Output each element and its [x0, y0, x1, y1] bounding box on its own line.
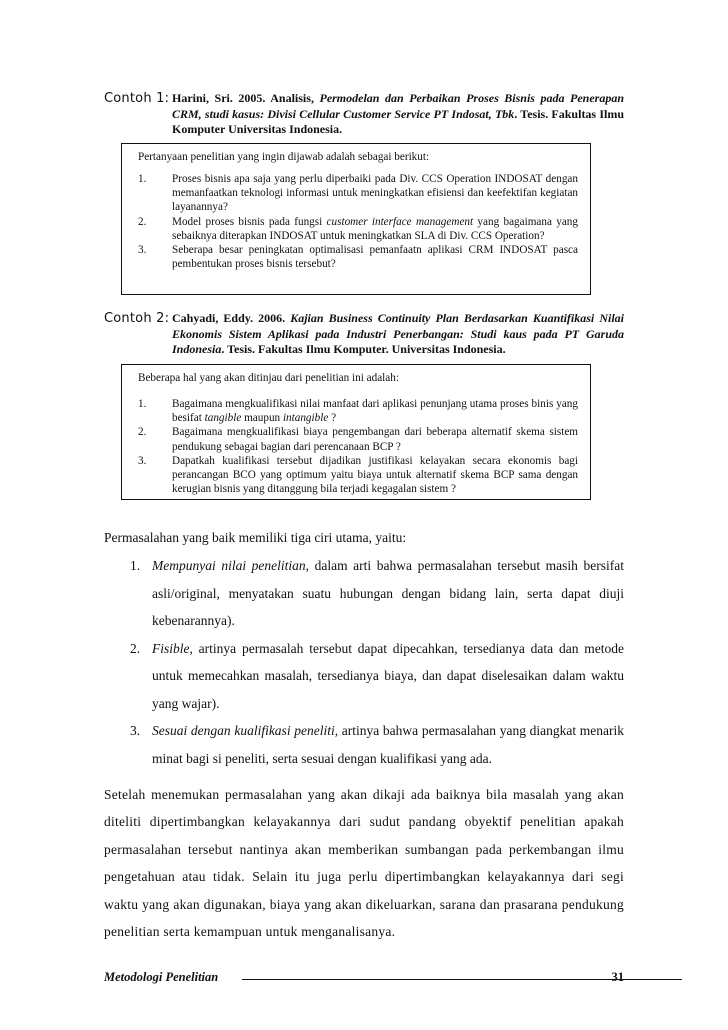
list-item-text: Bagaimana mengkualifikasi biaya pengembangan dari beberapa alternatif skema sistem pendukung sebagai bagian dari perencanaan BCP ?: [172, 426, 578, 453]
list-item-number: 3.: [130, 723, 141, 738]
list-item-term: Mempunyai nilai penelitian: [152, 558, 306, 573]
list-item-emphasis: intangible: [282, 412, 329, 425]
list-item: [104, 635, 624, 718]
list-item-emphasis: tangible: [204, 412, 242, 425]
example-1-title: Permodelan dan Perbaikan Proses Bisnis pada Penerapan CRM, studi kasus: Divisi Cellular Customer Service PT Indosat, Tbk: [172, 91, 625, 121]
list-item-text: yang bagaimana yang sebaiknya diterapkan INDOSAT untuk meningkatkan SLA di Div. CCS Operation?: [172, 215, 578, 242]
example-1-label: Contoh 1:: [104, 91, 170, 106]
list-item-text: maupun: [241, 412, 283, 425]
list-item: [104, 717, 624, 772]
example-1-box: [121, 143, 591, 295]
list-item-text: ?: [328, 412, 337, 425]
footer-title: Metodologi Penelitian: [104, 970, 219, 984]
example-2-box-intro: Beberapa hal yang akan ditinjau dari penelitian ini adalah:: [138, 372, 399, 384]
example-2-title: Kajian Business Continuity Plan Berdasarkan Kuantifikasi Nilai Ekonomis Sistem Aplikasi pada Industri Penerbangan: Studi kaus pada PT Garuda Indonesia: [172, 311, 624, 356]
characteristics-intro: Permasalahan yang baik memiliki tiga ciri utama, yaitu:: [104, 530, 407, 545]
list-item-text: Model proses bisnis pada fungsi: [172, 215, 327, 228]
list-item: [138, 172, 578, 215]
example-2-reference: [172, 311, 624, 358]
list-item-number: 3.: [138, 244, 147, 257]
list-item-number: 3.: [138, 454, 147, 467]
list-item: [138, 425, 578, 453]
list-item-text: , artinya permasalah tersebut dapat dipecahkan, tersedianya data dan metode untuk memecahkan masalah, tersedianya biaya, dan dapat diselesaikan dalam waktu yang wajar).: [152, 640, 624, 711]
characteristics-list: [104, 552, 624, 772]
example-2-box: [121, 364, 591, 500]
list-item-text: Proses bisnis apa saja yang perlu diperbaiki pada Div. CCS Operation INDOSAT dengan memanfaatkan teknologi informasi untuk meningkatkan efisiensi dan keefektifan kegiatan layanannya?: [172, 173, 578, 214]
example-2-label: Contoh 2:: [104, 311, 170, 326]
example-2-author: Cahyadi, Eddy. 2006.: [172, 311, 286, 325]
example-2-question-list: [138, 397, 578, 496]
example-1-publisher: . Tesis. Fakultas Ilmu Komputer Universitas Indonesia.: [172, 106, 624, 136]
list-item-number: 2.: [138, 215, 147, 228]
list-item-number: 1.: [138, 173, 147, 185]
list-item-number: 2.: [130, 640, 141, 656]
list-item-text: Dapatkah kualifikasi tersebut dijadikan justifikasi kelayakan secara ekonomis bagi perancangan BCO yang optimum yaitu biaya untuk alternatif skema BCP sama dengan kerugian bisnis yang ditanggung bila terjadi kegagalan sistem ?: [172, 454, 578, 496]
list-item-text: , dalam arti bahwa permasalahan tersebut masih bersifat asli/original, menyatakan suatu hubungan dengan bidang lain, serta dapat diuji kebenarannya).: [152, 558, 624, 628]
list-item: [104, 552, 624, 635]
list-item-term: Sesuai dengan kualifikasi peneliti: [152, 723, 335, 738]
example-1-box-intro: Pertanyaan penelitian yang ingin dijawab adalah sebagai berikut:: [138, 151, 430, 163]
example-1-question-list: [138, 172, 578, 271]
list-item: [138, 397, 578, 425]
example-1-author: Harini, Sri. 2005. Analisis,: [172, 91, 314, 105]
list-item: [138, 215, 578, 243]
list-item-number: 1.: [130, 558, 141, 573]
closing-paragraph: Setelah menemukan permasalahan yang akan dikaji ada baiknya bila masalah yang akan diteliti dipertimbangkan kelayakannya dari sudut pandang obyektif penelitian apakah permasalahan tersebut nantinya akan memberikan sumbangan pada perkembangan ilmu pengetahuan atau tidak. Selain itu juga perlu dipertimbangkan kelayakannya dari segi waktu yang akan digunakan, biaya yang akan dikeluarkan, sarana dan prasarana pendukung penelitian serta kemampuan untuk menganalisanya.: [104, 787, 624, 940]
list-item-term: Fisible: [152, 640, 190, 656]
list-item: [138, 454, 578, 497]
list-item-text: Bagaimana mengkualifikasi nilai manfaat dari aplikasi penunjang utama proses binis yang besifat: [172, 398, 578, 425]
example-1-reference: [172, 91, 624, 138]
list-item-number: 2.: [138, 426, 147, 439]
page-footer: [104, 970, 624, 990]
list-item-text: Seberapa besar peningkatan optimalisasi pemanfaatn aplikasi CRM INDOSAT pasca pembentukan proses bisnis tersebut?: [172, 244, 578, 271]
example-2-publisher: . Tesis. Fakultas Ilmu Komputer. Universitas Indonesia.: [221, 342, 506, 356]
page-number: 31: [611, 970, 624, 984]
list-item-emphasis: customer interface management: [326, 215, 474, 228]
list-item-text: , artinya bahwa permasalahan yang diangkat menarik minat bagi si peneliti, serta sesuai dengan kualifikasi yang ada.: [152, 723, 625, 766]
list-item: [138, 243, 578, 271]
list-item-number: 1.: [138, 398, 147, 410]
